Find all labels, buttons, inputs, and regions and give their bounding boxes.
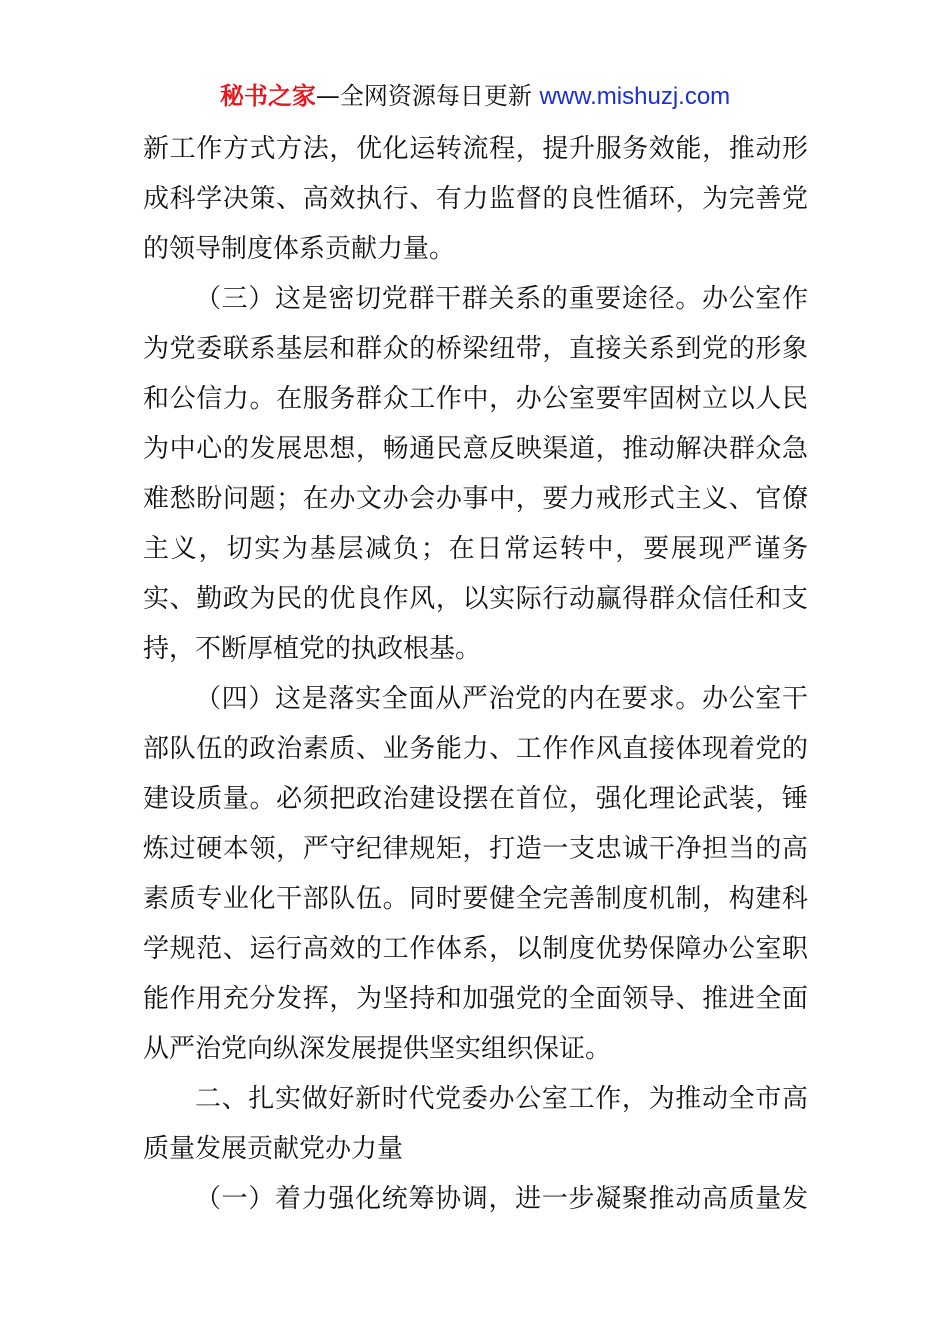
paragraph-line: 为党委联系基层和群众的桥梁纽带，直接关系到党的形象 xyxy=(143,334,808,364)
site-url-link[interactable]: www.mishuzj.com xyxy=(539,83,731,110)
site-brand: 秘书之家 xyxy=(219,82,316,110)
paragraph-line: 建设质量。必须把政治建设摆在首位，强化理论武装，锤 xyxy=(143,784,808,814)
document-body xyxy=(143,124,808,1224)
paragraph-line: 和公信力。在服务群众工作中，办公室要牢固树立以人民 xyxy=(143,384,808,414)
paragraph-line: 部队伍的政治素质、业务能力、工作作风直接体现着党的 xyxy=(143,734,808,764)
paragraph-line: 主义，切实为基层减负；在日常运转中，要展现严谨务 xyxy=(143,534,808,564)
paragraph-line: （一）着力强化统筹协调，进一步凝聚推动高质量发 xyxy=(195,1184,808,1214)
page-header xyxy=(0,78,950,115)
paragraph-line: 素质专业化干部队伍。同时要健全完善制度机制，构建科 xyxy=(143,884,808,914)
paragraph-line: （三）这是密切党群干群关系的重要途径。办公室作 xyxy=(195,284,808,314)
section-heading-line: 二、扎实做好新时代党委办公室工作，为推动全市高 xyxy=(195,1084,808,1114)
paragraph-line: 学规范、运行高效的工作体系，以制度优势保障办公室职 xyxy=(143,934,808,964)
section-heading-line: 质量发展贡献党办力量 xyxy=(143,1134,404,1164)
paragraph-line: 为中心的发展思想，畅通民意反映渠道，推动解决群众急 xyxy=(143,434,808,464)
paragraph-line: 能作用充分发挥，为坚持和加强党的全面领导、推进全面 xyxy=(143,984,808,1014)
paragraph-line: 成科学决策、高效执行、有力监督的良性循环，为完善党 xyxy=(143,184,808,214)
paragraph-line: 难愁盼问题；在办文办会办事中，要力戒形式主义、官僚 xyxy=(143,484,808,514)
paragraph-line: 实、勤政为民的优良作风，以实际行动赢得群众信任和支 xyxy=(143,584,808,614)
paragraph-line: 新工作方式方法，优化运转流程，提升服务效能，推动形 xyxy=(143,134,808,164)
paragraph-line: 从严治党向纵深发展提供坚实组织保证。 xyxy=(143,1034,612,1064)
paragraph-line: 持，不断厚植党的执政根基。 xyxy=(143,634,482,664)
paragraph-line: 炼过硬本领，严守纪律规矩，打造一支忠诚干净担当的高 xyxy=(143,834,808,864)
paragraph-line: 的领导制度体系贡献力量。 xyxy=(143,234,456,264)
paragraph-line: （四）这是落实全面从严治党的内在要求。办公室干 xyxy=(195,684,808,714)
site-tagline: —全网资源每日更新 xyxy=(315,82,540,110)
